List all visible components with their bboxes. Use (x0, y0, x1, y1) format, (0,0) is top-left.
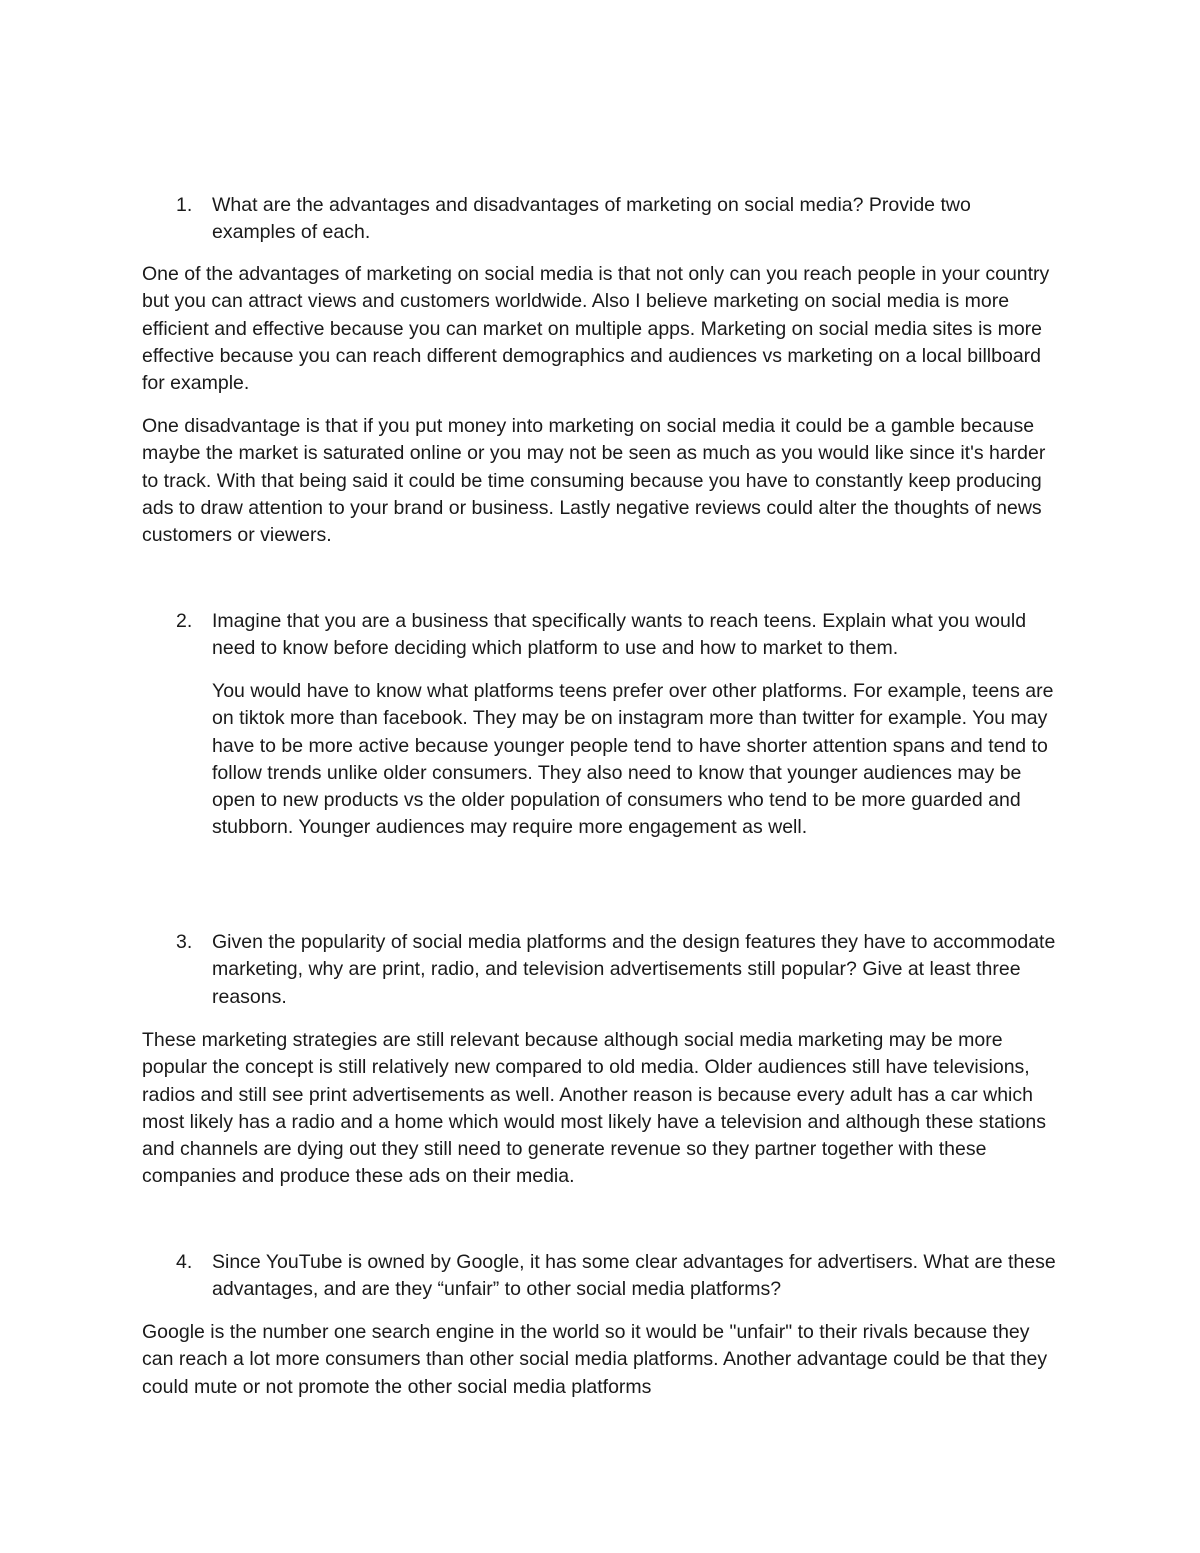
question-text: Given the popularity of social media platforms and the design features they have to accommodate marketing, why are print, radio, and television advertisements still popular? Give at least three reasons. (212, 931, 1056, 1008)
question-4 (176, 1249, 1056, 1304)
answer-paragraph: One of the advantages of marketing on social media is that not only can you reach people in your country but you can attract views and customers worldwide. Also I believe marketing on social media is more efficient and effective because you can market on multiple apps. Marketing on social media sites is more effective because you can reach different demographics and audiences vs marketing on a local billboard for example. (142, 263, 1050, 395)
question-number: 3. (176, 931, 193, 953)
answer-paragraph: One disadvantage is that if you put money into marketing on social media it could be a gamble because maybe the market is saturated online or you may not be seen as much as you would like since it's harder to track. With that being said it could be time consuming because you have to constantly keep producing ads to draw attention to your brand or business. Lastly negative reviews could alter the thoughts of news customers or viewers. (142, 415, 1046, 547)
answer-paragraph: These marketing strategies are still relevant because although social media marketing may be more popular the concept is still relatively new compared to old media. Older audiences still have televisions, radios and still see print advertisements as well. Another reason is because every adult has a car which most likely has a radio and a home which would most likely have a television and although these stations and channels are dying out they still need to generate revenue so they partner together with these companies and produce these ads on their media. (142, 1029, 1047, 1188)
question-text: Since YouTube is owned by Google, it has some clear advantages for advertisers. What are these advantages, and are they “unfair” to other social media platforms? (212, 1251, 1056, 1301)
answer-paragraph: Google is the number one search engine in the world so it would be "unfair" to their rivals because they can reach a lot more consumers than other social media platforms. Another advantage could be that they could mute or not promote the other social media platforms (142, 1321, 1048, 1398)
question-number: 2. (176, 610, 193, 632)
question-1 (176, 192, 1056, 247)
question-text: What are the advantages and disadvantages of marketing on social media? Provide two examples of each. (212, 194, 971, 244)
question-3 (176, 929, 1056, 1011)
question-number: 4. (176, 1251, 193, 1273)
question-number: 1. (176, 194, 193, 216)
question-2 (176, 608, 1056, 663)
answer-paragraph: You would have to know what platforms teens prefer over other platforms. For example, teens are on tiktok more than facebook. They may be on instagram more than twitter for example. You may have to be more active because younger people tend to have shorter attention spans and tend to follow trends unlike older consumers. They also need to know that younger audiences may be open to new products vs the older population of consumers who tend to be more guarded and stubborn. Younger audiences may require more engagement as well. (212, 680, 1054, 839)
question-text: Imagine that you are a business that specifically wants to reach teens. Explain what you would need to know before deciding which platform to use and how to market to them. (212, 610, 1027, 660)
